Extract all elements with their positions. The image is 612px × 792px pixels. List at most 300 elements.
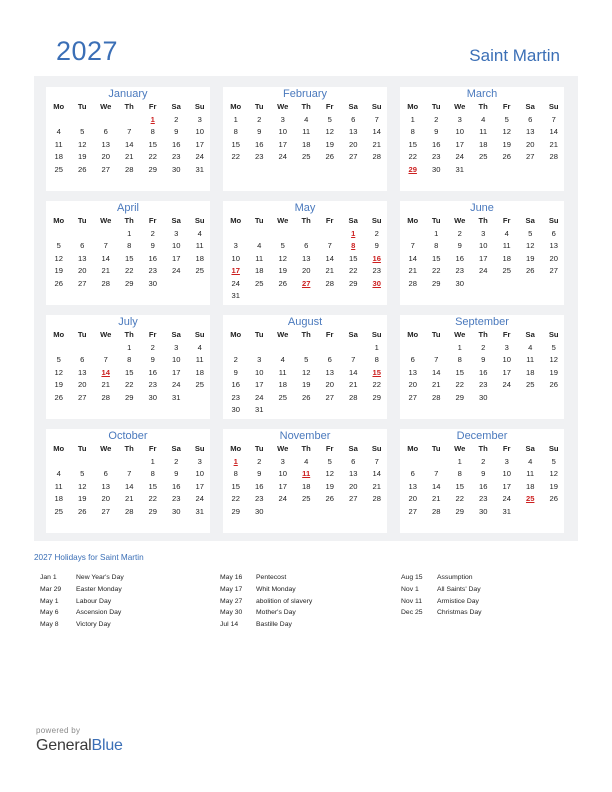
day-cell: 12: [278, 253, 287, 263]
day-cell: 5: [80, 469, 85, 479]
weekday-header: Tu: [431, 102, 441, 111]
weekday-header: Sa: [348, 444, 358, 453]
day-cell: 5: [327, 457, 332, 466]
day-cell: 12: [525, 241, 535, 251]
weekday-header: Th: [478, 102, 488, 111]
weekday-header: Fr: [148, 216, 157, 225]
day-cell: 25: [525, 380, 535, 390]
weekday-header: Th: [478, 444, 488, 453]
weekday-header: Sa: [171, 444, 181, 453]
holiday-date: May 16: [220, 574, 243, 581]
day-cell: 20: [408, 494, 417, 504]
day-cell: 30: [254, 506, 264, 516]
generalblue-logo[interactable]: [36, 737, 123, 755]
weekday-header: Mo: [407, 102, 419, 111]
day-cell: 13: [301, 253, 311, 263]
holiday-name: Easter Monday: [76, 585, 122, 593]
day-cell: 14: [348, 367, 358, 377]
day-cell: 20: [525, 139, 535, 149]
day-cell: 30: [431, 164, 441, 174]
day-cell: 1: [374, 343, 379, 352]
weekday-header: Mo: [230, 102, 242, 111]
day-cell: 25: [478, 152, 488, 162]
day-cell: 23: [171, 494, 181, 504]
day-cell: 24: [254, 392, 264, 402]
day-cell: 20: [408, 380, 417, 390]
day-cell: 31: [254, 405, 264, 414]
day-cell: 5: [304, 355, 309, 365]
day-cell: 18: [254, 266, 264, 276]
day-cell: 7: [434, 355, 439, 365]
day-cell: 24: [502, 380, 511, 390]
country-name: Saint Martin: [469, 46, 560, 65]
day-cell: 7: [327, 241, 332, 251]
day-cell: 9: [257, 127, 262, 137]
day-cell: 15: [148, 139, 157, 149]
weekday-header: Fr: [325, 444, 334, 453]
day-cell: 21: [124, 494, 134, 504]
day-cell: 5: [280, 241, 285, 251]
day-cell: 19: [502, 139, 511, 149]
holiday-date: May 1: [40, 597, 59, 605]
day-cell: 13: [348, 469, 358, 479]
day-cell: 23: [231, 392, 240, 402]
month-august: [223, 315, 387, 419]
day-cell: 17: [195, 481, 204, 491]
day-cell: 17: [254, 380, 264, 390]
day-cell: 25: [54, 506, 63, 516]
holiday-name: Pentecost: [256, 574, 287, 581]
weekday-header: Su: [548, 216, 559, 225]
day-cell: 6: [351, 115, 356, 124]
holiday-name: Armistice Day: [437, 597, 479, 605]
day-cell: 27: [348, 152, 358, 162]
day-cell: 14: [325, 253, 334, 263]
day-cell: 11: [54, 139, 63, 149]
day-cell: 8: [410, 127, 415, 137]
holiday-list-column: [401, 574, 571, 621]
day-cell: 25: [54, 164, 63, 174]
day-cell: 17: [171, 367, 181, 377]
day-cell: 28: [372, 494, 381, 504]
day-cell: 24: [171, 380, 181, 390]
holiday-date: Aug 15: [401, 574, 423, 581]
holiday-item: [40, 574, 210, 586]
day-cell: 6: [304, 241, 309, 251]
day-cell: 26: [549, 380, 558, 390]
day-cell: 27: [408, 392, 417, 402]
month-february: [223, 87, 387, 191]
day-cell: 1: [150, 457, 155, 466]
day-cell: 17: [195, 139, 204, 149]
day-cell: 23: [171, 152, 181, 162]
day-cell: 17: [502, 481, 511, 491]
day-cell: 2: [434, 115, 439, 124]
day-cell: 27: [348, 494, 358, 504]
day-cell: 8: [457, 355, 462, 365]
day-cell: 19: [77, 494, 87, 504]
day-cell: 4: [197, 229, 202, 238]
day-cell: 24: [455, 152, 464, 162]
day-cell: 28: [431, 392, 441, 402]
weekday-header: Mo: [407, 216, 419, 225]
day-cell: 14: [408, 253, 417, 263]
day-cell: 20: [101, 494, 110, 504]
month-name: July: [118, 316, 138, 328]
day-cell: 16: [171, 481, 181, 491]
day-cell: 10: [478, 241, 488, 251]
weekday-header: Su: [548, 102, 559, 111]
day-cell: 23: [148, 380, 157, 390]
day-cell: 16: [254, 139, 264, 149]
holiday-name: Christmas Day: [437, 609, 482, 617]
holiday-item: [220, 574, 390, 586]
holiday-date: Nov 11: [401, 597, 423, 605]
day-cell: 10: [502, 469, 511, 479]
day-cell: 17: [278, 139, 287, 149]
weekday-header: We: [100, 444, 112, 453]
day-cell: 12: [77, 481, 87, 491]
day-cell: 18: [54, 152, 63, 162]
weekday-header: Th: [124, 444, 134, 453]
calendar-year: 2027: [56, 36, 119, 66]
day-cell: 18: [478, 139, 488, 149]
day-cell: 5: [551, 343, 556, 352]
holiday-item: [401, 586, 571, 598]
day-cell: 4: [481, 115, 486, 124]
day-cell: 31: [231, 291, 240, 300]
day-cell: 17: [478, 253, 488, 263]
weekday-header: Fr: [325, 216, 334, 225]
month-september: [400, 315, 564, 419]
weekday-header: Su: [371, 102, 382, 111]
day-cell: 28: [325, 278, 334, 288]
day-cell: 7: [410, 241, 415, 251]
weekday-header: Su: [194, 444, 205, 453]
day-cell: 15: [148, 481, 157, 491]
weekday-header: We: [454, 216, 466, 225]
day-cell: 20: [101, 152, 110, 162]
day-cell: 13: [101, 139, 110, 149]
day-cell: 30: [171, 164, 181, 174]
day-cell: 18: [54, 494, 63, 504]
weekday-header: Su: [371, 330, 382, 339]
day-cell: 27: [525, 152, 535, 162]
weekday-header: Su: [371, 216, 382, 225]
holiday-date: Jan 1: [40, 574, 57, 581]
day-cell: 3: [197, 115, 202, 124]
day-cell: 11: [54, 481, 63, 491]
weekday-header: Fr: [148, 330, 157, 339]
holiday-date: May 8: [40, 621, 59, 629]
day-cell: 10: [171, 355, 181, 365]
day-cell: 8: [374, 355, 379, 365]
day-cell: 21: [124, 152, 134, 162]
day-cell: 14: [124, 139, 134, 149]
weekday-header: Th: [478, 216, 488, 225]
month-january: [46, 87, 210, 191]
day-cell: 4: [504, 229, 509, 238]
day-cell: 19: [325, 481, 334, 491]
holiday-name: Assumption: [437, 574, 473, 581]
day-cell: 11: [195, 355, 204, 365]
holiday-item: [40, 621, 210, 633]
month-name: August: [287, 316, 323, 328]
day-cell: 9: [481, 355, 486, 365]
day-cell: 26: [525, 266, 535, 276]
day-cell: 22: [148, 494, 157, 504]
month-name: September: [455, 316, 509, 328]
day-cell: 9: [150, 355, 155, 365]
month-name: June: [470, 202, 494, 214]
weekday-header: Tu: [77, 216, 87, 225]
weekday-header: Th: [301, 330, 311, 339]
day-cell: 3: [280, 457, 285, 466]
day-cell: 3: [504, 343, 509, 352]
day-cell: 27: [408, 506, 417, 516]
day-cell: 10: [278, 469, 287, 479]
holiday-day-cell: 15: [372, 367, 381, 377]
holiday-item: [401, 609, 571, 621]
day-cell: 26: [301, 392, 311, 402]
day-cell: 16: [455, 253, 464, 263]
day-cell: 16: [148, 367, 157, 377]
day-cell: 29: [455, 392, 464, 402]
day-cell: 21: [431, 380, 441, 390]
holiday-list-column: [40, 574, 210, 633]
day-cell: 12: [54, 367, 63, 377]
day-cell: 31: [195, 164, 204, 174]
holiday-day-cell: 16: [372, 253, 381, 263]
weekday-header: Tu: [254, 330, 264, 339]
day-cell: 10: [171, 241, 181, 251]
day-cell: 26: [502, 152, 511, 162]
day-cell: 13: [77, 253, 87, 263]
month-name: December: [456, 430, 508, 442]
day-cell: 18: [301, 139, 311, 149]
day-cell: 11: [479, 127, 488, 137]
day-cell: 11: [255, 253, 264, 263]
weekday-header: Sa: [171, 330, 181, 339]
weekday-header: Mo: [53, 444, 65, 453]
day-cell: 26: [77, 164, 87, 174]
day-cell: 17: [502, 367, 511, 377]
day-cell: 13: [408, 367, 417, 377]
day-cell: 2: [233, 355, 238, 365]
month-october: [46, 429, 210, 533]
day-cell: 24: [502, 494, 511, 504]
day-cell: 30: [455, 278, 464, 288]
day-cell: 13: [549, 241, 558, 251]
holiday-name: Mother's Day: [256, 609, 296, 617]
day-cell: 24: [171, 266, 181, 276]
day-cell: 29: [455, 506, 464, 516]
day-cell: 26: [54, 392, 63, 402]
day-cell: 9: [174, 469, 179, 479]
day-cell: 13: [101, 481, 110, 491]
day-cell: 24: [478, 266, 488, 276]
day-cell: 10: [254, 367, 264, 377]
weekday-header: Th: [478, 330, 488, 339]
day-cell: 4: [197, 343, 202, 352]
month-july: [46, 315, 210, 419]
holiday-day-cell: 27: [301, 278, 311, 288]
day-cell: 22: [124, 266, 134, 276]
day-cell: 24: [278, 494, 287, 504]
day-cell: 1: [457, 457, 462, 466]
day-cell: 5: [327, 115, 332, 124]
day-cell: 15: [348, 253, 358, 263]
weekday-header: Sa: [171, 216, 181, 225]
holiday-day-cell: 8: [351, 241, 356, 251]
day-cell: 13: [348, 127, 358, 137]
weekday-header: Sa: [348, 330, 358, 339]
weekday-header: We: [277, 330, 289, 339]
day-cell: 30: [231, 405, 240, 414]
day-cell: 18: [301, 481, 311, 491]
day-cell: 8: [150, 469, 155, 479]
weekday-header: Th: [124, 216, 134, 225]
day-cell: 15: [231, 139, 240, 149]
day-cell: 12: [325, 469, 334, 479]
day-cell: 12: [77, 139, 87, 149]
day-cell: 5: [504, 115, 509, 124]
weekday-header: Fr: [502, 330, 511, 339]
day-cell: 15: [124, 367, 134, 377]
day-cell: 8: [127, 241, 132, 251]
day-cell: 25: [195, 380, 204, 390]
day-cell: 12: [54, 253, 63, 263]
day-cell: 15: [455, 481, 464, 491]
month-name: March: [466, 88, 498, 100]
day-cell: 19: [549, 367, 558, 377]
day-cell: 15: [408, 139, 417, 149]
day-cell: 14: [431, 367, 441, 377]
weekday-header: Sa: [171, 102, 181, 111]
holiday-date: May 17: [220, 585, 243, 593]
holiday-date: May 30: [220, 609, 243, 617]
month-december: [400, 429, 564, 533]
day-cell: 27: [101, 164, 110, 174]
weekday-header: We: [454, 444, 466, 453]
day-cell: 22: [231, 494, 240, 504]
day-cell: 4: [304, 115, 309, 124]
day-cell: 2: [374, 229, 379, 238]
day-cell: 21: [372, 139, 381, 149]
day-cell: 3: [257, 355, 262, 365]
weekday-header: Fr: [148, 102, 157, 111]
day-cell: 16: [478, 481, 488, 491]
day-cell: 6: [528, 115, 533, 124]
day-cell: 1: [233, 115, 238, 124]
day-cell: 6: [80, 355, 85, 365]
day-cell: 27: [77, 392, 87, 402]
day-cell: 3: [457, 115, 462, 124]
weekday-header: We: [454, 330, 466, 339]
day-cell: 11: [526, 355, 535, 365]
day-cell: 7: [434, 469, 439, 479]
day-cell: 10: [195, 469, 204, 479]
holiday-date: Dec 25: [401, 609, 423, 617]
day-cell: 2: [481, 457, 486, 466]
day-cell: 14: [372, 469, 381, 479]
day-cell: 25: [254, 278, 264, 288]
day-cell: 20: [77, 380, 87, 390]
day-cell: 18: [525, 481, 535, 491]
weekday-header: Tu: [77, 444, 87, 453]
day-cell: 31: [502, 506, 511, 516]
weekday-header: We: [100, 216, 112, 225]
day-cell: 11: [278, 367, 287, 377]
weekday-header: Fr: [502, 444, 511, 453]
day-cell: 16: [431, 139, 441, 149]
brand-part-general: General: [36, 737, 92, 754]
day-cell: 9: [150, 241, 155, 251]
weekday-header: We: [454, 102, 466, 111]
day-cell: 21: [348, 380, 358, 390]
day-cell: 21: [431, 494, 441, 504]
month-name: October: [108, 430, 148, 442]
day-cell: 29: [431, 278, 441, 288]
day-cell: 27: [101, 506, 110, 516]
day-cell: 4: [280, 355, 285, 365]
day-cell: 8: [233, 469, 238, 479]
day-cell: 27: [77, 278, 87, 288]
day-cell: 4: [56, 469, 61, 479]
month-may: [223, 201, 387, 305]
day-cell: 21: [101, 266, 110, 276]
weekday-header: Tu: [254, 102, 264, 111]
weekday-header: Tu: [77, 330, 87, 339]
month-june: [400, 201, 564, 305]
day-cell: 19: [301, 380, 311, 390]
holiday-day-cell: 14: [101, 367, 110, 377]
weekday-header: Mo: [230, 216, 242, 225]
day-cell: 29: [372, 392, 381, 402]
day-cell: 4: [56, 127, 61, 137]
day-cell: 3: [504, 457, 509, 466]
day-cell: 7: [551, 115, 556, 124]
day-cell: 12: [549, 355, 558, 365]
day-cell: 19: [54, 380, 63, 390]
weekday-header: Mo: [407, 444, 419, 453]
day-cell: 2: [257, 115, 262, 124]
weekday-header: Sa: [525, 216, 535, 225]
day-cell: 25: [195, 266, 204, 276]
day-cell: 2: [150, 343, 155, 352]
day-cell: 5: [56, 241, 61, 251]
day-cell: 22: [148, 152, 157, 162]
weekday-header: Sa: [525, 444, 535, 453]
day-cell: 28: [408, 278, 417, 288]
day-cell: 14: [431, 481, 441, 491]
day-cell: 27: [325, 392, 334, 402]
day-cell: 11: [302, 127, 311, 137]
day-cell: 9: [257, 469, 262, 479]
day-cell: 6: [80, 241, 85, 251]
month-name: February: [282, 88, 328, 100]
day-cell: 1: [410, 115, 415, 124]
holiday-day-cell: 11: [302, 469, 311, 479]
holiday-item: [220, 586, 390, 598]
holiday-day-cell: 25: [525, 494, 535, 504]
day-cell: 26: [54, 278, 63, 288]
day-cell: 18: [278, 380, 287, 390]
month-name: April: [116, 202, 139, 214]
day-cell: 9: [434, 127, 439, 137]
day-cell: 3: [233, 241, 238, 251]
holiday-name: All Saints' Day: [437, 585, 481, 593]
